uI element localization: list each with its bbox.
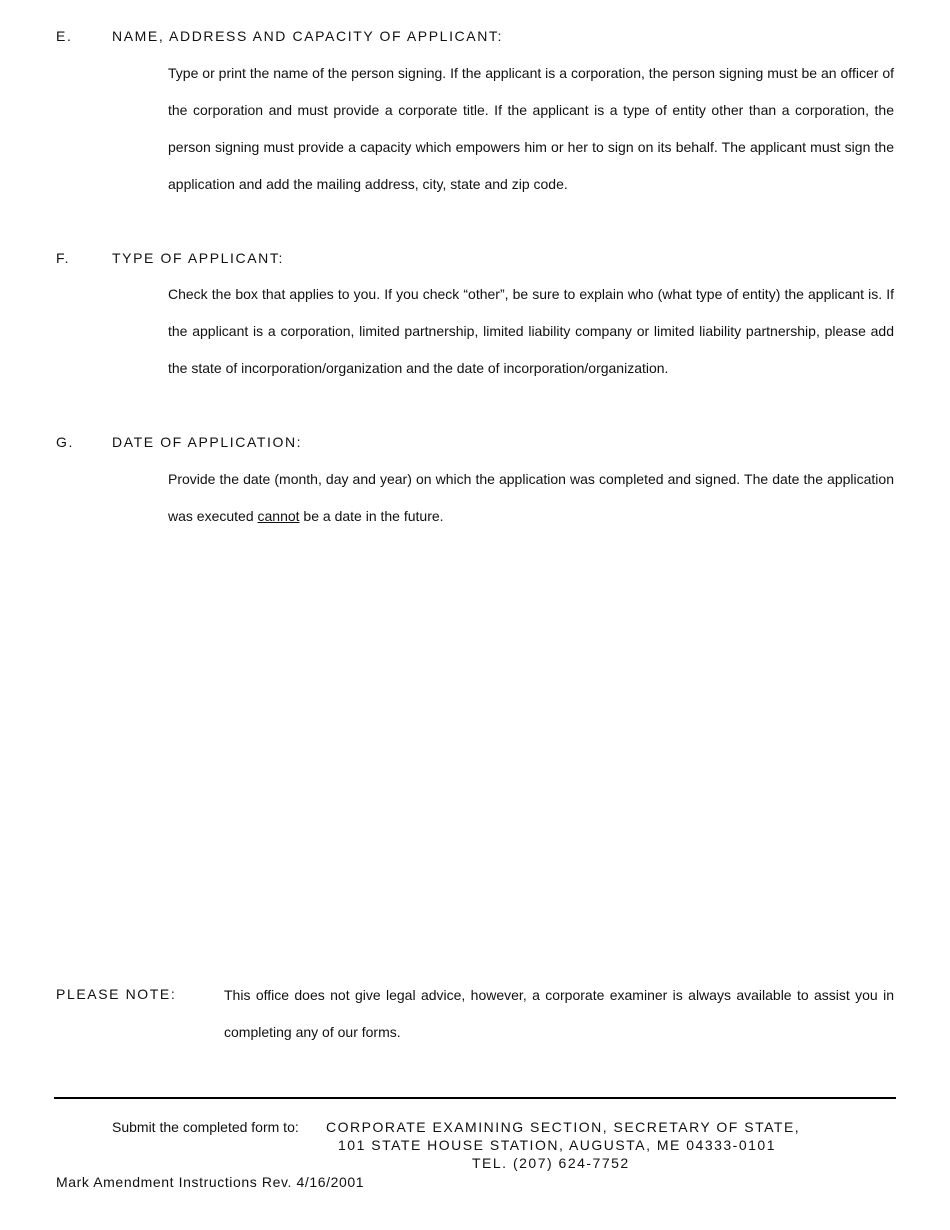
section-g-emphasis: cannot xyxy=(257,508,300,524)
please-note-text: This office does not give legal advice, however, a corporate examiner is always available to assist you in completing any of our forms. xyxy=(224,987,894,1040)
section-g-letter: G. xyxy=(56,434,74,450)
please-note-label: PLEASE NOTE: xyxy=(56,986,177,1002)
section-g-title: DATE OF APPLICATION: xyxy=(112,434,303,450)
section-g-heading xyxy=(56,434,302,450)
divider xyxy=(54,1097,896,1099)
section-e-title: NAME, ADDRESS AND CAPACITY OF APPLICANT: xyxy=(112,28,504,44)
submit-telephone: TEL. (207) 624-7752 xyxy=(472,1155,630,1171)
section-f-heading xyxy=(56,250,284,266)
submit-label: Submit the completed form to: xyxy=(112,1119,299,1135)
section-f-letter: F. xyxy=(56,250,71,266)
section-f-title: TYPE OF APPLICANT: xyxy=(112,250,284,266)
section-g-body-start: Provide the date (month, day and year) on which the application was completed and signed. The date the application was executed xyxy=(168,471,894,524)
section-f-body: Check the box that applies to you. If you check “other”, be sure to explain who (what type of entity) the applicant is. If the applicant is a corporation, limited partnership, limited liability company or limited liability partnership, please add the state of incorporation/organization and the date of incorporation/organization. xyxy=(168,286,894,376)
submit-address-line-2: 101 STATE HOUSE STATION, AUGUSTA, ME 04333-0101 xyxy=(338,1137,776,1153)
section-g-body-end: be a date in the future. xyxy=(299,508,444,524)
submit-address-line-1: CORPORATE EXAMINING SECTION, SECRETARY OF STATE, xyxy=(326,1119,801,1135)
section-e-heading xyxy=(56,28,503,44)
form-revision-footer: Mark Amendment Instructions Rev. 4/16/2001 xyxy=(56,1174,365,1190)
section-e-letter: E. xyxy=(56,28,73,44)
section-g-body xyxy=(168,461,894,535)
section-e-body: Type or print the name of the person signing. If the applicant is a corporation, the person signing must be an officer of the corporation and must provide a corporate title. If the applicant is a type of entity other than a corporation, the person signing must provide a capacity which empowers him or her to sign on its behalf. The applicant must sign the application and add the mailing address, city, state and zip code. xyxy=(168,65,894,192)
